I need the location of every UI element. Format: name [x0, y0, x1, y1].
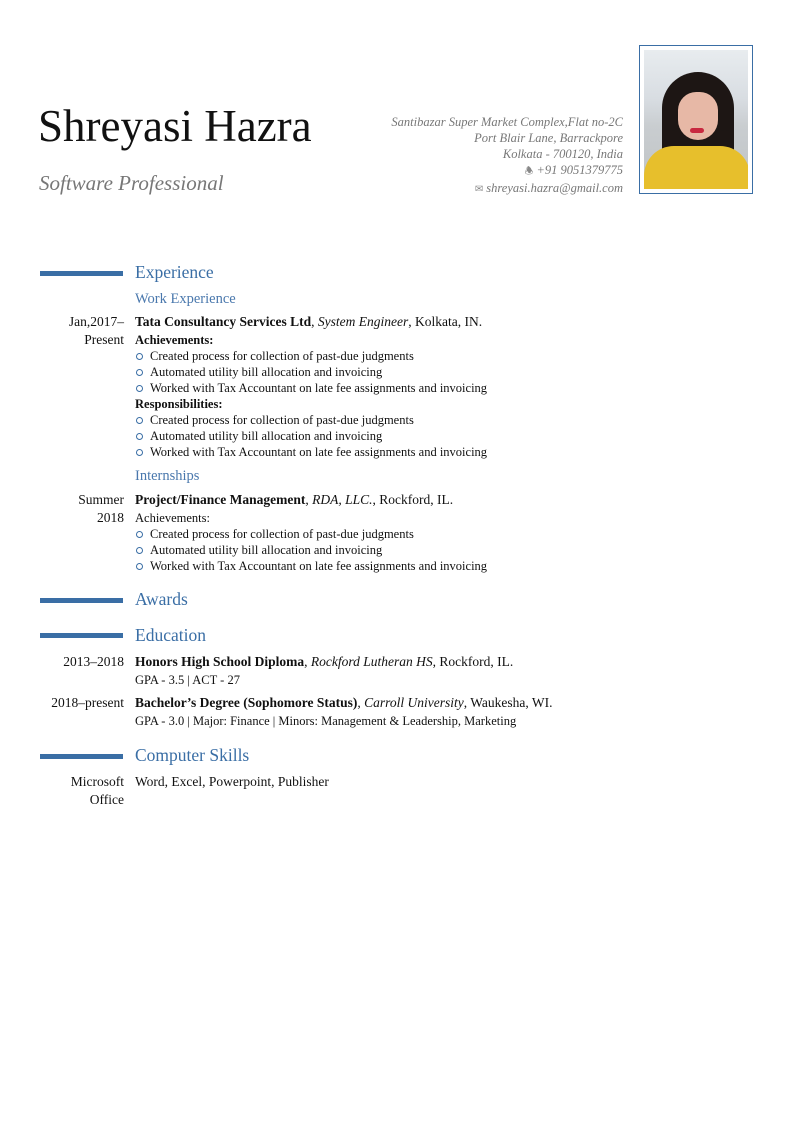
- work-achievements-list: [135, 348, 487, 396]
- bullet-circle-icon: [136, 563, 143, 570]
- education-details: GPA - 3.0 | Major: Finance | Minors: Management & Leadership, Marketing: [135, 714, 517, 728]
- bullet-circle-icon: [136, 417, 143, 424]
- work-responsibilities-list: [135, 412, 487, 460]
- section-bar: [40, 633, 123, 638]
- education-date: 2013–2018: [63, 654, 124, 669]
- profile-photo: [644, 50, 748, 189]
- skill-category: Microsoft Office: [70, 774, 124, 807]
- address-line-3: Kolkata - 700120, India: [502, 147, 623, 161]
- list-item: Automated utility bill allocation and invoicing: [135, 364, 487, 380]
- list-item: Created process for collection of past-due judgments: [135, 526, 487, 542]
- work-date: Jan,2017– Present: [68, 314, 124, 347]
- mobile-phone-icon: 🕭: [524, 166, 534, 177]
- company-name: Tata Consultancy Services Ltd: [135, 314, 312, 329]
- email-address[interactable]: shreyasi.hazra@gmail.com: [486, 181, 623, 195]
- phone-number: +91 9051379775: [536, 163, 623, 177]
- skill-items: Word, Excel, Powerpoint, Publisher: [135, 774, 329, 789]
- internship-entry-heading: Project/Finance Management, RDA, LLC., Rockford, IL.: [135, 492, 454, 507]
- internship-position: Project/Finance Management: [135, 492, 306, 507]
- internship-achievements-label: Achievements:: [135, 511, 210, 525]
- education-details: GPA - 3.5 | ACT - 27: [135, 673, 240, 687]
- subsection-internships: Internships: [135, 468, 200, 484]
- bullet-circle-icon: [136, 433, 143, 440]
- internship-achievements-list: [135, 526, 487, 574]
- list-item: Created process for collection of past-due judgments: [135, 348, 487, 364]
- internship-date: Summer 2018: [78, 492, 124, 525]
- bullet-circle-icon: [136, 369, 143, 376]
- address-line-2: Port Blair Lane, Barrackpore: [474, 131, 623, 145]
- candidate-title: Software Professional: [39, 171, 224, 195]
- education-entry-heading: Bachelor’s Degree (Sophomore Status), Carroll University, Waukesha, WI.: [135, 695, 553, 710]
- phone-row: [391, 162, 623, 180]
- bullet-circle-icon: [136, 547, 143, 554]
- bullet-circle-icon: [136, 449, 143, 456]
- section-title-awards: Awards: [135, 589, 188, 609]
- education-entry-heading: Honors High School Diploma, Rockford Lutheran HS, Rockford, IL.: [135, 654, 514, 669]
- school-location: Rockford, IL.: [439, 654, 514, 669]
- address-line-1: Santibazar Super Market Complex,Flat no-2C: [391, 115, 623, 129]
- section-title-experience: Experience: [135, 262, 214, 282]
- bullet-circle-icon: [136, 385, 143, 392]
- profile-photo-frame: [639, 45, 753, 194]
- email-row[interactable]: [391, 180, 623, 198]
- section-title-education: Education: [135, 625, 206, 645]
- section-title-computer-skills: Computer Skills: [135, 745, 250, 765]
- degree-name: Bachelor’s Degree (Sophomore Status): [135, 695, 358, 710]
- candidate-name: Shreyasi Hazra: [38, 101, 312, 151]
- contact-block: [391, 114, 623, 198]
- section-bar: [40, 271, 123, 276]
- education-date: 2018–present: [51, 695, 124, 710]
- degree-name: Honors High School Diploma: [135, 654, 305, 669]
- responsibilities-label: Responsibilities:: [135, 397, 223, 411]
- school-name: Carroll University: [364, 695, 464, 710]
- list-item: Created process for collection of past-due judgments: [135, 412, 487, 428]
- section-bar: [40, 754, 123, 759]
- internship-company: RDA, LLC.: [312, 492, 373, 507]
- list-item: Worked with Tax Accountant on late fee assignments and invoicing: [135, 380, 487, 396]
- school-name: Rockford Lutheran HS: [310, 654, 433, 669]
- bullet-circle-icon: [136, 531, 143, 538]
- job-location: Kolkata, IN.: [415, 314, 483, 329]
- achievements-label: Achievements:: [135, 333, 214, 347]
- job-role: System Engineer: [317, 314, 409, 329]
- list-item: Automated utility bill allocation and invoicing: [135, 428, 487, 444]
- envelope-icon: ✉: [474, 184, 484, 195]
- section-bar: [40, 598, 123, 603]
- work-entry-heading: Tata Consultancy Services Ltd, System Engineer, Kolkata, IN.: [135, 314, 483, 329]
- internship-location: Rockford, IL.: [379, 492, 454, 507]
- list-item: Worked with Tax Accountant on late fee assignments and invoicing: [135, 558, 487, 574]
- subsection-work-experience: Work Experience: [135, 291, 236, 307]
- bullet-circle-icon: [136, 353, 143, 360]
- school-location: Waukesha, WI.: [470, 695, 553, 710]
- list-item: Worked with Tax Accountant on late fee assignments and invoicing: [135, 444, 487, 460]
- list-item: Automated utility bill allocation and invoicing: [135, 542, 487, 558]
